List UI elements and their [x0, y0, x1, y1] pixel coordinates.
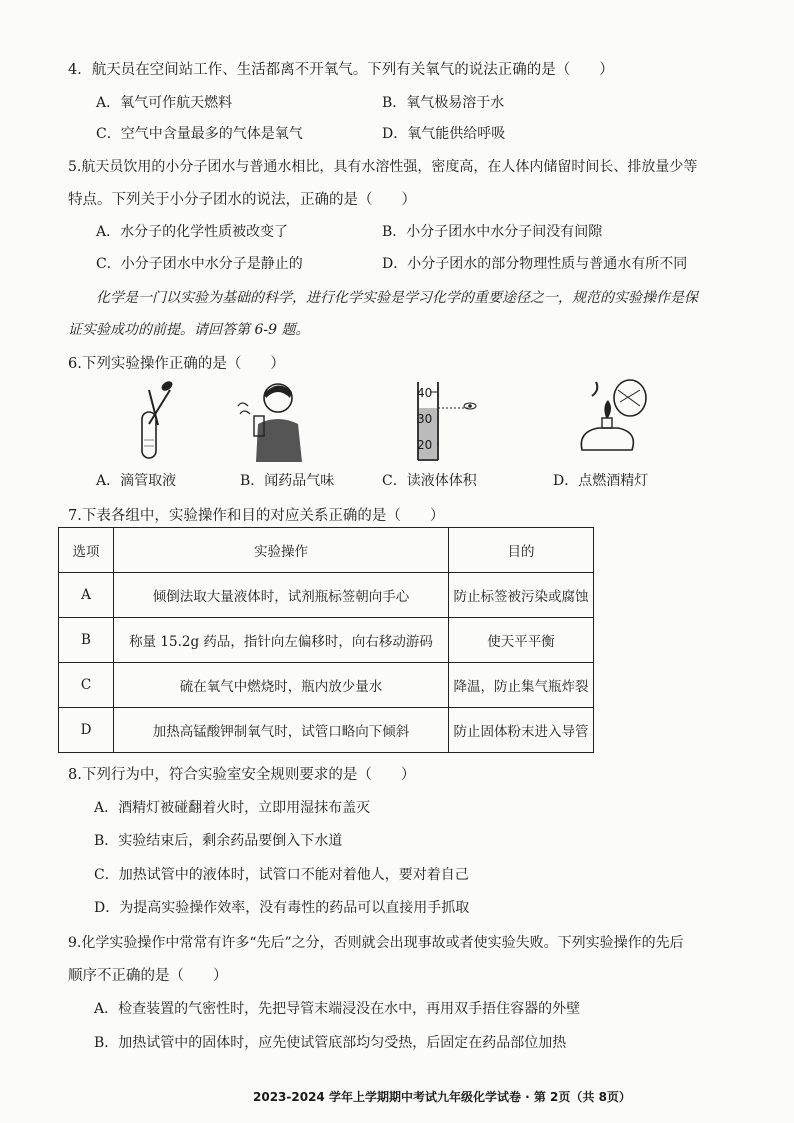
- row-a-purpose: 防止标签被污染或腐蚀: [449, 573, 594, 618]
- q5-stem-line1: 5.航天员饮用的小分子团水与普通水相比，具有水溶性强，密度高，在人体内储留时间长、排放量少等: [68, 159, 698, 175]
- q5-option-c: C．小分子团水中水分子是静止的: [96, 256, 303, 272]
- q8-option-b: B．实验结束后，剩余药品要倒入下水道: [94, 833, 343, 849]
- dropper-figure: [128, 380, 188, 462]
- q6-option-a: A．滴管取液: [96, 473, 177, 489]
- header-option: 选项: [59, 528, 114, 573]
- row-d-operation: 加热高锰酸钾制氧气时，试管口略向下倾斜: [114, 708, 449, 753]
- row-c-operation: 硫在氧气中燃烧时，瓶内放少量水: [114, 663, 449, 708]
- q9-option-a: A．检查装置的气密性时，先把导管末端浸没在水中，再用双手捂住容器的外壁: [94, 1001, 581, 1017]
- q5-option-d: D．小分子团水的部分物理性质与普通水有所不同: [382, 256, 688, 272]
- cyl-tick-40: 40: [417, 386, 433, 400]
- row-b-purpose: 使天平平衡: [449, 618, 594, 663]
- row-c-option: C: [59, 663, 114, 708]
- q6-option-b: B．闻药品气味: [240, 473, 335, 489]
- q5-stem-line2: 特点。下列关于小分子团水的说法，正确的是（ ）: [68, 192, 416, 208]
- q4-option-d: D．氧气能供给呼吸: [382, 126, 506, 142]
- q8-option-d: D．为提高实验操作效率，没有毒性的药品可以直接用手抓取: [94, 900, 470, 916]
- cyl-tick-20: 20: [417, 438, 433, 452]
- q8-option-c: C．加热试管中的液体时，试管口不能对着他人，要对着自己: [94, 867, 469, 883]
- smelling-figure: [232, 376, 312, 464]
- q9-stem-line1: 9.化学实验操作中常常有许多“先后”之分，否则就会出现事故或者使实验失败。下列实验操作的先后: [68, 935, 684, 951]
- row-c-purpose: 降温，防止集气瓶炸裂: [449, 663, 594, 708]
- table-header-row: [59, 528, 594, 573]
- row-d-purpose: 防止固体粉末进入导管: [449, 708, 594, 753]
- q7-table: [58, 527, 594, 753]
- alcohol-lamp-figure: [574, 376, 654, 462]
- q4-option-a: A．氧气可作航天燃料: [96, 95, 233, 111]
- q5-option-a: A．水分子的化学性质被改变了: [96, 224, 289, 240]
- header-purpose: 目的: [449, 528, 594, 573]
- table-row: [59, 573, 594, 618]
- table-row: [59, 618, 594, 663]
- q6-option-d: D．点燃酒精灯: [553, 473, 649, 489]
- q8-option-a: A．酒精灯被碰翻着火时，立即用湿抹布盖灭: [94, 800, 371, 816]
- intro-line2: 证实验成功的前提。请回答第 6-9 题。: [68, 322, 310, 338]
- q6-option-c: C．读液体体积: [382, 473, 477, 489]
- q8-stem: 8.下列行为中，符合实验室安全规则要求的是（ ）: [68, 767, 416, 783]
- row-b-operation: 称量 15.2g 药品，指针向左偏移时，向右移动游码: [114, 618, 449, 663]
- q9-stem-line2: 顺序不正确的是（ ）: [68, 968, 228, 984]
- q5-option-b: B．小分子团水中水分子间没有间隙: [382, 224, 603, 240]
- q4-stem: 4．航天员在空间站工作、生活都离不开氧气。下列有关氧气的说法正确的是（ ）: [68, 62, 614, 78]
- intro-line1: 化学是一门以实验为基础的科学，进行化学实验是学习化学的重要途径之一，规范的实验操作是保: [96, 290, 698, 306]
- q7-stem: 7.下表各组中，实验操作和目的对应关系正确的是（ ）: [68, 508, 445, 524]
- table-row: [59, 663, 594, 708]
- row-d-option: D: [59, 708, 114, 753]
- cyl-tick-30: 30: [417, 412, 433, 426]
- q6-stem: 6.下列实验操作正确的是（ ）: [68, 356, 285, 372]
- q4-option-b: B．氧气极易溶于水: [382, 95, 505, 111]
- row-a-operation: 倾倒法取大量液体时，试剂瓶标签朝向手心: [114, 573, 449, 618]
- table-row: [59, 708, 594, 753]
- q4-option-c: C．空气中含量最多的气体是氧气: [96, 126, 303, 142]
- page-footer: 2023-2024 学年上学期期中考试九年级化学试卷 · 第 2页（共 8页）: [253, 1090, 631, 1104]
- row-a-option: A: [59, 573, 114, 618]
- header-operation: 实验操作: [114, 528, 449, 573]
- row-b-option: B: [59, 618, 114, 663]
- q9-option-b: B．加热试管中的固体时，应先使试管底部均匀受热，后固定在药品部位加热: [94, 1035, 567, 1051]
